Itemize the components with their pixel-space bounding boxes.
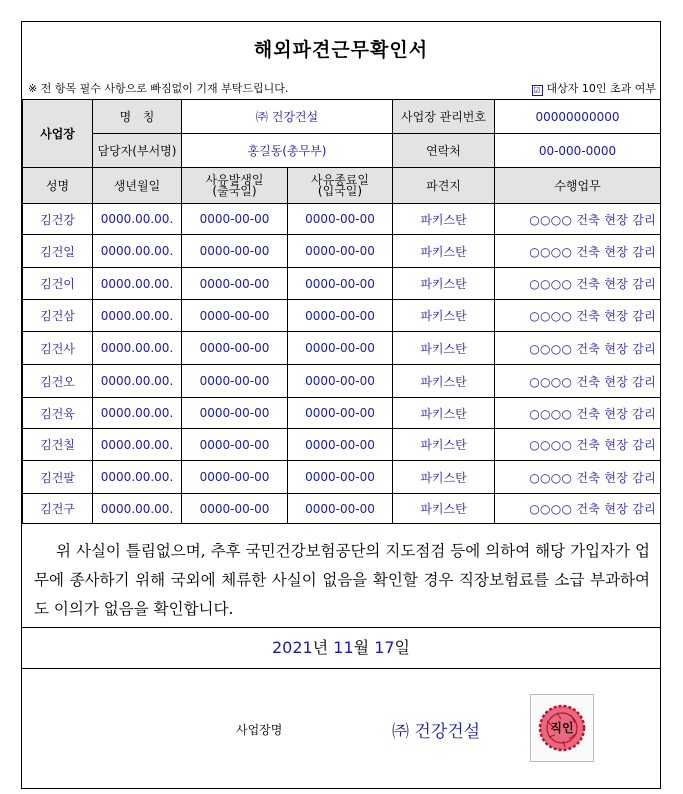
employee-name-cell[interactable]: 김건칠 — [23, 429, 93, 461]
workplace-section-label: 사업장 — [23, 100, 93, 168]
col-header-start-line2: (출국일) — [212, 183, 257, 198]
employee-name-cell[interactable]: 김건이 — [23, 268, 93, 300]
start-date-cell[interactable]: 0000-00-00 — [182, 429, 288, 461]
start-date-cell[interactable]: 0000-00-00 — [182, 398, 288, 429]
table-row — [23, 365, 661, 398]
country-cell[interactable]: 파키스탄 — [393, 235, 495, 268]
col-header-name: 성명 — [23, 168, 93, 204]
start-date-cell[interactable]: 0000-00-00 — [182, 365, 288, 398]
country-cell[interactable]: 파키스탄 — [393, 494, 495, 524]
birth-date-cell[interactable]: 0000.00.00. — [93, 332, 182, 365]
birth-date-cell[interactable]: 0000.00.00. — [93, 494, 182, 524]
birth-date-cell[interactable]: 0000.00.00. — [93, 461, 182, 494]
mgmt-no-label: 사업장 관리번호 — [393, 100, 495, 134]
start-date-cell[interactable]: 0000-00-00 — [182, 332, 288, 365]
birth-date-cell[interactable]: 0000.00.00. — [93, 398, 182, 429]
manager-label: 담당자(부서명) — [93, 134, 182, 168]
end-date-cell[interactable]: 0000-00-00 — [288, 300, 393, 332]
country-cell[interactable]: 파키스탄 — [393, 300, 495, 332]
start-date-cell[interactable]: 0000-00-00 — [182, 235, 288, 268]
task-cell[interactable]: ○○○○ 건축 현장 감리 — [495, 429, 661, 461]
employee-name-cell[interactable]: 김건팔 — [23, 461, 93, 494]
checkbox-label: 대상자 10인 초과 여부 — [546, 82, 656, 95]
country-cell[interactable]: 파키스탄 — [393, 461, 495, 494]
employee-name-cell[interactable]: 김건오 — [23, 365, 93, 398]
end-date-cell[interactable]: 0000-00-00 — [288, 204, 393, 235]
over-10-checkbox-field[interactable] — [532, 82, 657, 96]
col-header-start — [182, 168, 288, 204]
col-header-end-line1: 사유종료일 — [311, 172, 369, 187]
country-cell[interactable]: 파키스탄 — [393, 268, 495, 300]
table-row — [23, 235, 661, 268]
country-cell[interactable]: 파키스탄 — [393, 398, 495, 429]
task-cell[interactable]: ○○○○ 건축 현장 감리 — [495, 365, 661, 398]
start-date-cell[interactable]: 0000-00-00 — [182, 300, 288, 332]
birth-date-cell[interactable]: 0000.00.00. — [93, 235, 182, 268]
table-row — [23, 461, 661, 494]
contact-value[interactable]: 00-000-0000 — [495, 134, 661, 168]
contact-label: 연락처 — [393, 134, 495, 168]
checkbox-checked-icon[interactable]: ☑ — [533, 86, 541, 95]
signature-company[interactable]: ㈜ 건강건설 — [392, 722, 481, 742]
task-cell[interactable]: ○○○○ 건축 현장 감리 — [495, 398, 661, 429]
employee-name-cell[interactable]: 김건삼 — [23, 300, 93, 332]
confirmation-statement — [22, 529, 660, 628]
task-cell[interactable]: ○○○○ 건축 현장 감리 — [495, 235, 661, 268]
start-date-cell[interactable]: 0000-00-00 — [182, 494, 288, 524]
country-cell[interactable]: 파키스탄 — [393, 365, 495, 398]
seal-label: 직인 — [550, 721, 574, 735]
document-title: 해외파견근무확인서 — [253, 39, 429, 61]
country-cell[interactable]: 파키스탄 — [393, 332, 495, 365]
end-date-cell[interactable]: 0000-00-00 — [288, 365, 393, 398]
dispatch-table — [22, 99, 661, 524]
signature-label: 사업장명 — [236, 723, 283, 737]
start-date-cell[interactable]: 0000-00-00 — [182, 204, 288, 235]
statement-text: 위 사실이 틀림없으며, 추후 국민건강보험공단의 지도점검 등에 의하여 해당 가입자가 업무에 종사하기 위해 국외에 체류한 사실이 없음을 확인할 경우 직장보험료를 소급 부과하여도 이의가 없음을 확인합니다. — [34, 542, 650, 618]
country-cell[interactable]: 파키스탄 — [393, 429, 495, 461]
end-date-cell[interactable]: 0000-00-00 — [288, 268, 393, 300]
table-row — [23, 204, 661, 235]
birth-date-cell[interactable]: 0000.00.00. — [93, 204, 182, 235]
end-date-cell[interactable]: 0000-00-00 — [288, 398, 393, 429]
birth-date-cell[interactable]: 0000.00.00. — [93, 300, 182, 332]
table-row — [23, 268, 661, 300]
date-year[interactable]: 2021 — [271, 638, 313, 657]
end-date-cell[interactable]: 0000-00-00 — [288, 461, 393, 494]
employee-name-cell[interactable]: 김건구 — [23, 494, 93, 524]
end-date-cell[interactable]: 0000-00-00 — [288, 429, 393, 461]
date-month[interactable]: 11 — [333, 638, 354, 657]
col-header-task: 수행업무 — [495, 168, 661, 204]
date-year-unit: 년 — [312, 638, 329, 657]
birth-date-cell[interactable]: 0000.00.00. — [93, 365, 182, 398]
col-header-start-line1: 사유발생일 — [205, 172, 264, 187]
employee-rows — [23, 204, 661, 524]
task-cell[interactable]: ○○○○ 건축 현장 감리 — [495, 204, 661, 235]
workplace-name-value[interactable]: ㈜ 건강건설 — [182, 100, 393, 134]
col-header-birth: 생년월일 — [93, 168, 182, 204]
employee-name-cell[interactable]: 김건일 — [23, 235, 93, 268]
end-date-cell[interactable]: 0000-00-00 — [288, 494, 393, 524]
birth-date-cell[interactable]: 0000.00.00. — [93, 268, 182, 300]
task-cell[interactable]: ○○○○ 건축 현장 감리 — [495, 300, 661, 332]
date-month-unit: 월 — [353, 638, 370, 657]
employee-name-cell[interactable]: 김건사 — [23, 332, 93, 365]
mgmt-no-value[interactable]: 00000000000 — [495, 100, 661, 134]
task-cell[interactable]: ○○○○ 건축 현장 감리 — [495, 494, 661, 524]
document-frame — [21, 21, 661, 789]
country-cell[interactable]: 파키스탄 — [393, 204, 495, 235]
task-cell[interactable]: ○○○○ 건축 현장 감리 — [495, 461, 661, 494]
date-day[interactable]: 17 — [374, 638, 395, 657]
document-date — [22, 628, 660, 669]
table-row — [23, 429, 661, 461]
task-cell[interactable]: ○○○○ 건축 현장 감리 — [495, 332, 661, 365]
col-header-end — [288, 168, 393, 204]
col-header-country: 파견지 — [393, 168, 495, 204]
manager-value[interactable]: 홍길동(총무부) — [182, 134, 393, 168]
instruction-note: ※ 전 항목 필수 사항으로 빠짐없이 기재 부탁드립니다. — [28, 82, 289, 95]
table-row — [23, 398, 661, 429]
workplace-name-label: 명 칭 — [93, 100, 182, 134]
table-row — [23, 494, 661, 524]
employee-name-cell[interactable]: 김건육 — [23, 398, 93, 429]
start-date-cell[interactable]: 0000-00-00 — [182, 461, 288, 494]
end-date-cell[interactable]: 0000-00-00 — [288, 332, 393, 365]
col-header-end-line2: (입국일) — [317, 183, 363, 198]
employee-name-cell[interactable]: 김건강 — [23, 204, 93, 235]
table-row — [23, 300, 661, 332]
company-seal — [530, 694, 594, 762]
table-row — [23, 332, 661, 365]
start-date-cell[interactable]: 0000-00-00 — [182, 268, 288, 300]
end-date-cell[interactable]: 0000-00-00 — [288, 235, 393, 268]
task-cell[interactable]: ○○○○ 건축 현장 감리 — [495, 268, 661, 300]
birth-date-cell[interactable]: 0000.00.00. — [93, 429, 182, 461]
date-day-unit: 일 — [394, 638, 411, 657]
